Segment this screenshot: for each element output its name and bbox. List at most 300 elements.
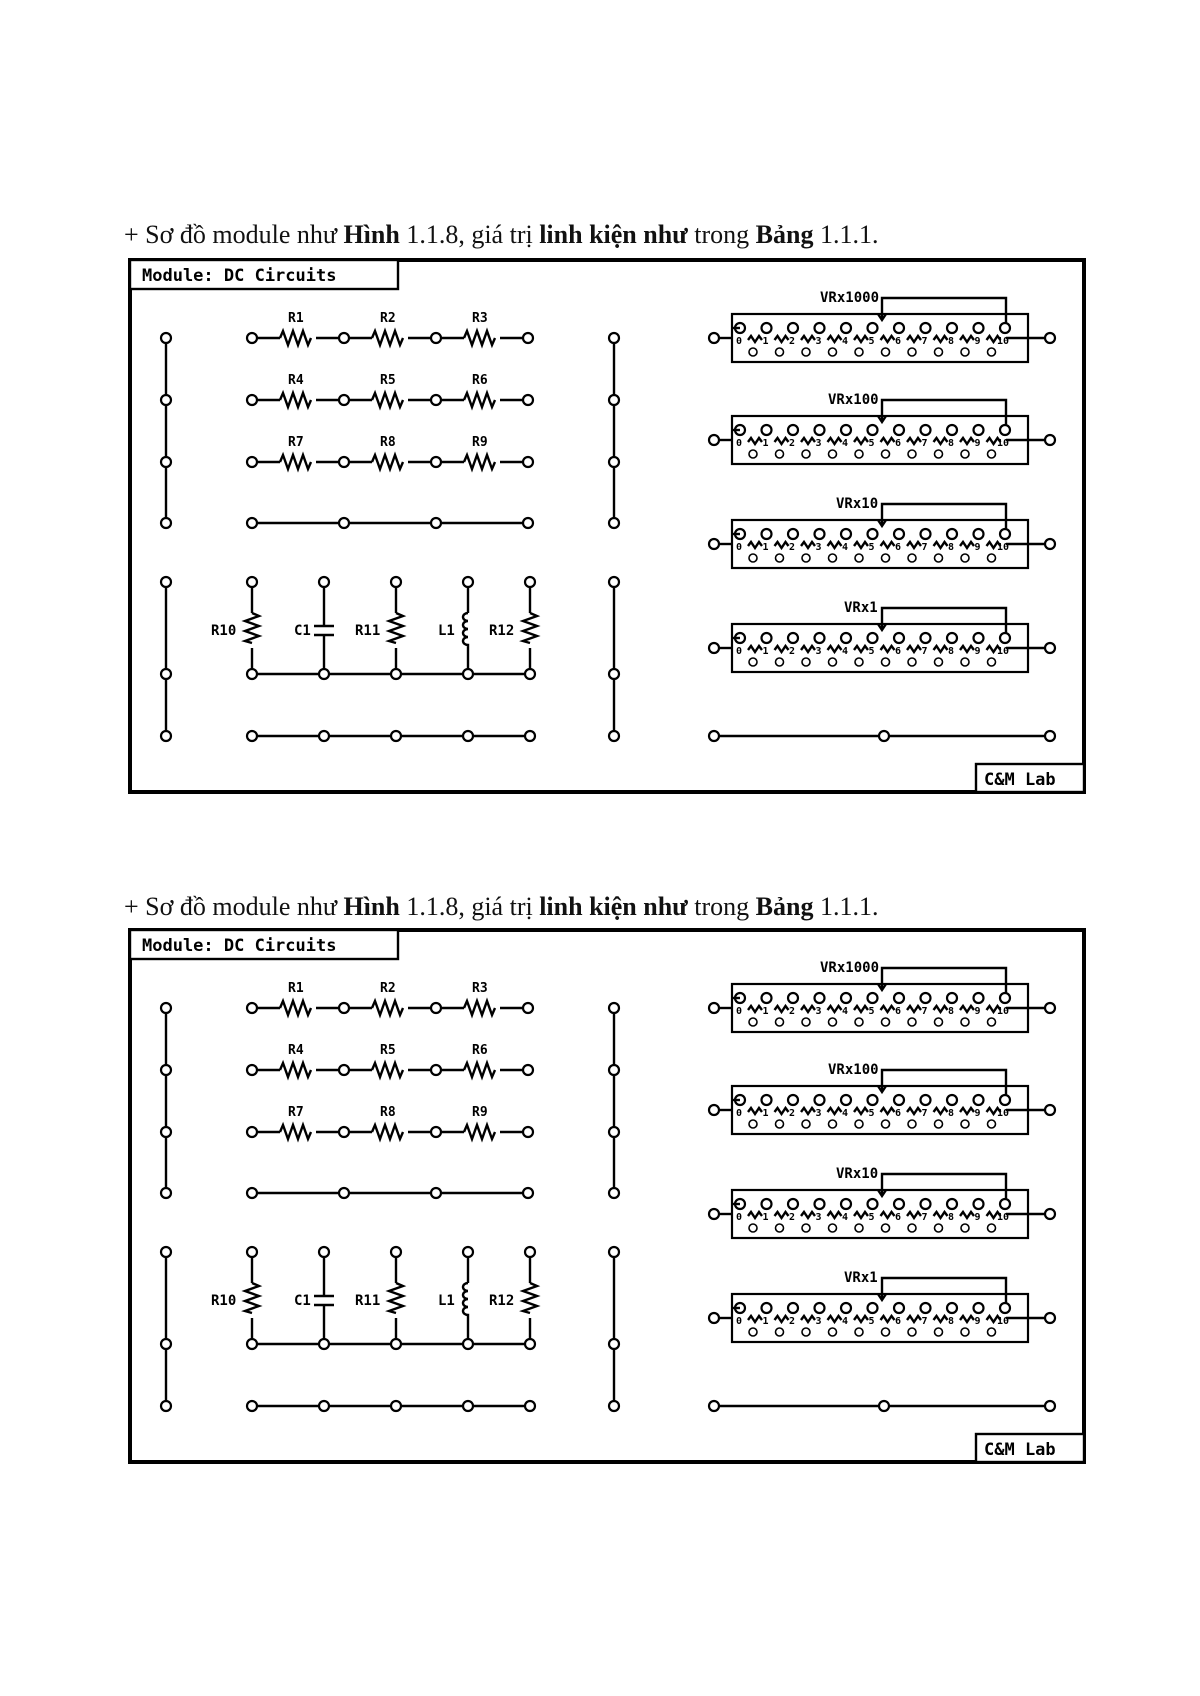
step-node: [935, 1224, 943, 1232]
component-label: L1: [438, 1293, 455, 1309]
step-label: 9: [974, 1212, 981, 1223]
step-node: [988, 554, 996, 562]
bus-terminal: [609, 1401, 619, 1411]
decade-terminal-in: [709, 643, 719, 653]
step-tap: [762, 529, 772, 539]
resistor-label: R9: [472, 1105, 488, 1120]
step-label: 3: [815, 336, 822, 347]
step-node: [802, 348, 810, 356]
step-label: 8: [948, 438, 955, 449]
row-terminal: [431, 457, 441, 467]
component-bottom-terminal: [463, 1339, 473, 1349]
step-label: 9: [974, 646, 981, 657]
step-node: [776, 450, 784, 458]
step-node: [961, 1224, 969, 1232]
decade-terminal-in: [709, 1105, 719, 1115]
step-tap: [868, 323, 878, 333]
step-tap: [947, 1303, 957, 1313]
row-terminal: [339, 1127, 349, 1137]
resistor-label: R7: [288, 435, 304, 450]
step-label: 2: [789, 336, 796, 347]
step-node: [988, 1120, 996, 1128]
step-node: [855, 1120, 863, 1128]
row-terminal: [1045, 1401, 1055, 1411]
row-terminal: [523, 1188, 533, 1198]
step-tap: [1000, 1095, 1010, 1105]
step-label: 10: [997, 1212, 1010, 1223]
row-terminal: [879, 1401, 889, 1411]
component-bottom-terminal: [247, 669, 257, 679]
row-terminal: [463, 731, 473, 741]
step-tap: [1000, 993, 1010, 1003]
resistor-label: R1: [288, 311, 304, 326]
step-label: 4: [842, 1212, 849, 1223]
row-terminal: [247, 518, 257, 528]
step-node: [749, 1328, 757, 1336]
step-node: [961, 450, 969, 458]
decade-label: VRx1000: [820, 960, 880, 976]
resistor-label: R7: [288, 1105, 304, 1120]
caption-2: [124, 892, 878, 922]
row-terminal: [523, 518, 533, 528]
step-label: 2: [789, 542, 796, 553]
step-node: [882, 348, 890, 356]
decade-terminal-in: [709, 1209, 719, 1219]
bus-terminal: [609, 457, 619, 467]
step-label: 7: [921, 542, 928, 553]
step-tap: [974, 323, 984, 333]
step-tap: [947, 1095, 957, 1105]
step-tap: [921, 323, 931, 333]
step-node: [882, 1018, 890, 1026]
step-label: 2: [789, 1212, 796, 1223]
step-label: 4: [842, 542, 849, 553]
step-tap: [921, 1303, 931, 1313]
row-terminal: [525, 1401, 535, 1411]
dc-circuits-schematic: [128, 928, 1086, 1464]
step-tap: [788, 529, 798, 539]
step-label: 6: [895, 1316, 902, 1327]
caption-bold-phrase: linh kiện như: [539, 220, 688, 249]
step-node: [908, 348, 916, 356]
row-terminal: [339, 395, 349, 405]
step-tap: [815, 323, 825, 333]
decade-terminal-out: [1045, 1209, 1055, 1219]
decade-terminal-in: [709, 1003, 719, 1013]
step-node: [908, 658, 916, 666]
step-label: 2: [789, 646, 796, 657]
step-label: 1: [762, 336, 769, 347]
brand-label: C&M Lab: [984, 1440, 1056, 1460]
component-label: C1: [294, 1293, 311, 1309]
component-top-terminal: [391, 1247, 401, 1257]
bus-terminal: [609, 1003, 619, 1013]
step-label: 2: [789, 1108, 796, 1119]
step-node: [802, 1018, 810, 1026]
step-label: 10: [997, 438, 1010, 449]
step-node: [855, 450, 863, 458]
step-node: [908, 450, 916, 458]
bus-terminal: [609, 1127, 619, 1137]
component-label: R12: [489, 623, 515, 639]
step-node: [829, 348, 837, 356]
decade-label: VRx1000: [820, 290, 880, 306]
step-node: [749, 348, 757, 356]
component-top-terminal: [247, 1247, 257, 1257]
caption-prefix: + Sơ đồ module như: [124, 892, 344, 921]
step-label: 4: [842, 438, 849, 449]
decade-terminal-in: [709, 1313, 719, 1323]
resistor-label: R4: [288, 373, 304, 388]
row-terminal: [523, 457, 533, 467]
caption-figure-word: Hình: [343, 220, 400, 249]
step-tap: [974, 1303, 984, 1313]
bus-terminal: [609, 669, 619, 679]
step-tap: [894, 1303, 904, 1313]
step-tap: [841, 1303, 851, 1313]
step-tap: [947, 633, 957, 643]
step-label: 0: [736, 1212, 743, 1223]
row-terminal: [463, 1401, 473, 1411]
bus-terminal: [609, 333, 619, 343]
step-label: 6: [895, 336, 902, 347]
row-terminal: [523, 333, 533, 343]
bus-terminal: [609, 1188, 619, 1198]
component-label: R10: [211, 623, 237, 639]
step-label: 8: [948, 1316, 955, 1327]
step-label: 10: [997, 542, 1010, 553]
step-tap: [894, 529, 904, 539]
step-label: 0: [736, 1108, 743, 1119]
step-tap: [947, 425, 957, 435]
step-tap: [762, 323, 772, 333]
step-label: 5: [868, 646, 875, 657]
step-node: [882, 658, 890, 666]
step-node: [749, 658, 757, 666]
step-label: 6: [895, 1108, 902, 1119]
row-terminal: [431, 1003, 441, 1013]
step-node: [776, 348, 784, 356]
step-label: 6: [895, 438, 902, 449]
step-label: 7: [921, 438, 928, 449]
step-node: [749, 1120, 757, 1128]
step-tap: [921, 1199, 931, 1209]
step-tap: [788, 1199, 798, 1209]
step-node: [776, 658, 784, 666]
step-tap: [974, 1095, 984, 1105]
step-node: [829, 450, 837, 458]
step-tap: [815, 993, 825, 1003]
step-tap: [974, 1199, 984, 1209]
step-label: 10: [997, 1316, 1010, 1327]
step-tap: [841, 993, 851, 1003]
bus-terminal: [161, 1127, 171, 1137]
component-top-terminal: [391, 577, 401, 587]
caption-bold-phrase: linh kiện như: [539, 892, 688, 921]
step-tap: [894, 1095, 904, 1105]
dc-circuits-schematic: [128, 258, 1086, 794]
caption-suffix: 1.1.1.: [813, 220, 879, 249]
step-tap: [947, 323, 957, 333]
bus-terminal: [161, 1065, 171, 1075]
decade-label: VRx10: [836, 496, 879, 512]
row-terminal: [339, 1065, 349, 1075]
bus-terminal: [161, 669, 171, 679]
step-label: 10: [997, 336, 1010, 347]
component-label: L1: [438, 623, 455, 639]
row-terminal: [391, 731, 401, 741]
step-label: 1: [762, 1212, 769, 1223]
step-tap: [868, 425, 878, 435]
step-label: 10: [997, 1006, 1010, 1017]
decade-label: VRx100: [828, 1062, 879, 1078]
row-terminal: [339, 333, 349, 343]
step-tap: [762, 425, 772, 435]
step-node: [802, 450, 810, 458]
step-label: 0: [736, 336, 743, 347]
step-node: [855, 554, 863, 562]
resistor-label: R3: [472, 981, 488, 996]
step-label: 7: [921, 1006, 928, 1017]
step-tap: [1000, 529, 1010, 539]
step-node: [935, 450, 943, 458]
step-tap: [841, 425, 851, 435]
step-label: 7: [921, 336, 928, 347]
step-label: 6: [895, 1212, 902, 1223]
bus-terminal: [161, 577, 171, 587]
bus-terminal: [161, 1401, 171, 1411]
resistor-label: R1: [288, 981, 304, 996]
step-tap: [921, 425, 931, 435]
step-node: [935, 554, 943, 562]
step-node: [908, 554, 916, 562]
component-top-terminal: [463, 577, 473, 587]
step-tap: [788, 1095, 798, 1105]
step-label: 3: [815, 438, 822, 449]
row-terminal: [431, 1127, 441, 1137]
row-terminal: [709, 731, 719, 741]
step-tap: [947, 993, 957, 1003]
step-tap: [762, 1095, 772, 1105]
module-title: Module: DC Circuits: [142, 936, 337, 956]
step-label: 1: [762, 1006, 769, 1017]
step-node: [855, 658, 863, 666]
row-terminal: [247, 333, 257, 343]
caption-table-word: Bảng: [755, 220, 814, 249]
step-node: [988, 450, 996, 458]
step-tap: [1000, 425, 1010, 435]
row-terminal: [339, 518, 349, 528]
decade-label: VRx100: [828, 392, 879, 408]
step-tap: [841, 529, 851, 539]
resistor-label: R4: [288, 1043, 304, 1058]
step-node: [882, 554, 890, 562]
step-node: [935, 1120, 943, 1128]
step-label: 9: [974, 1316, 981, 1327]
step-tap: [974, 529, 984, 539]
step-label: 5: [868, 1316, 875, 1327]
step-node: [749, 554, 757, 562]
component-bottom-terminal: [319, 1339, 329, 1349]
bus-terminal: [609, 518, 619, 528]
step-tap: [894, 425, 904, 435]
step-node: [829, 658, 837, 666]
component-bottom-terminal: [525, 669, 535, 679]
bus-terminal: [161, 518, 171, 528]
step-node: [776, 1120, 784, 1128]
step-node: [908, 1328, 916, 1336]
component-bottom-terminal: [391, 669, 401, 679]
module-title: Module: DC Circuits: [142, 266, 337, 286]
step-tap: [815, 425, 825, 435]
row-terminal: [431, 1188, 441, 1198]
resistor-label: R6: [472, 1043, 488, 1058]
step-tap: [894, 323, 904, 333]
step-tap: [947, 529, 957, 539]
step-tap: [762, 1199, 772, 1209]
component-bottom-terminal: [463, 669, 473, 679]
component-label: R11: [355, 623, 381, 639]
step-node: [749, 1018, 757, 1026]
resistor-label: R3: [472, 311, 488, 326]
step-label: 8: [948, 1108, 955, 1119]
step-label: 2: [789, 438, 796, 449]
step-label: 8: [948, 1212, 955, 1223]
step-tap: [841, 1095, 851, 1105]
step-label: 7: [921, 1108, 928, 1119]
step-label: 5: [868, 1006, 875, 1017]
decade-label: VRx1: [844, 1270, 878, 1286]
step-label: 8: [948, 1006, 955, 1017]
step-label: 6: [895, 646, 902, 657]
step-tap: [788, 1303, 798, 1313]
bus-terminal: [609, 731, 619, 741]
step-node: [829, 1018, 837, 1026]
caption-figure-number: 1.1.8, giá trị: [399, 892, 540, 921]
step-node: [961, 658, 969, 666]
step-label: 7: [921, 646, 928, 657]
step-label: 4: [842, 336, 849, 347]
bus-terminal: [609, 395, 619, 405]
step-node: [776, 1224, 784, 1232]
step-node: [802, 1328, 810, 1336]
step-tap: [1000, 633, 1010, 643]
step-label: 1: [762, 646, 769, 657]
component-top-terminal: [247, 577, 257, 587]
decade-label: VRx10: [836, 1166, 879, 1182]
component-label: R11: [355, 1293, 381, 1309]
step-tap: [841, 323, 851, 333]
step-label: 4: [842, 1316, 849, 1327]
step-node: [935, 1018, 943, 1026]
step-node: [776, 554, 784, 562]
resistor-label: R8: [380, 1105, 396, 1120]
step-label: 2: [789, 1316, 796, 1327]
component-top-terminal: [319, 577, 329, 587]
step-node: [908, 1018, 916, 1026]
step-tap: [868, 529, 878, 539]
step-label: 3: [815, 1316, 822, 1327]
step-label: 9: [974, 438, 981, 449]
row-terminal: [319, 731, 329, 741]
row-terminal: [431, 333, 441, 343]
decade-terminal-in: [709, 539, 719, 549]
step-tap: [921, 633, 931, 643]
step-label: 0: [736, 542, 743, 553]
step-tap: [788, 993, 798, 1003]
row-terminal: [709, 1401, 719, 1411]
step-tap: [815, 1095, 825, 1105]
step-node: [988, 348, 996, 356]
row-terminal: [247, 395, 257, 405]
step-tap: [868, 1095, 878, 1105]
step-tap: [868, 1303, 878, 1313]
step-label: 1: [762, 542, 769, 553]
step-node: [882, 450, 890, 458]
step-tap: [868, 993, 878, 1003]
step-node: [829, 1120, 837, 1128]
step-tap: [974, 633, 984, 643]
row-terminal: [247, 1003, 257, 1013]
step-node: [829, 1224, 837, 1232]
resistor-label: R6: [472, 373, 488, 388]
decade-terminal-out: [1045, 333, 1055, 343]
row-terminal: [879, 731, 889, 741]
row-terminal: [247, 731, 257, 741]
step-label: 10: [997, 1108, 1010, 1119]
bus-terminal: [609, 1247, 619, 1257]
step-node: [882, 1328, 890, 1336]
step-tap: [762, 1303, 772, 1313]
decade-label: VRx1: [844, 600, 878, 616]
bus-terminal: [161, 457, 171, 467]
step-label: 9: [974, 542, 981, 553]
bus-terminal: [161, 1003, 171, 1013]
row-terminal: [339, 1188, 349, 1198]
row-terminal: [319, 1401, 329, 1411]
step-node: [776, 1018, 784, 1026]
component-bottom-terminal: [391, 1339, 401, 1349]
step-tap: [815, 529, 825, 539]
step-tap: [762, 993, 772, 1003]
step-node: [829, 554, 837, 562]
step-tap: [788, 323, 798, 333]
component-label: R10: [211, 1293, 237, 1309]
component-top-terminal: [319, 1247, 329, 1257]
row-terminal: [339, 457, 349, 467]
step-tap: [788, 425, 798, 435]
step-tap: [841, 633, 851, 643]
step-node: [749, 450, 757, 458]
step-label: 10: [997, 646, 1010, 657]
brand-label: C&M Lab: [984, 770, 1056, 790]
component-label: C1: [294, 623, 311, 639]
step-node: [935, 658, 943, 666]
bus-terminal: [161, 395, 171, 405]
resistor-label: R2: [380, 311, 396, 326]
step-label: 4: [842, 1006, 849, 1017]
step-label: 5: [868, 542, 875, 553]
step-node: [802, 1120, 810, 1128]
module-diagram-1: [128, 258, 1086, 794]
bus-terminal: [609, 1065, 619, 1075]
step-tap: [894, 633, 904, 643]
resistor-label: R5: [380, 373, 396, 388]
step-node: [829, 1328, 837, 1336]
step-node: [961, 348, 969, 356]
step-tap: [788, 633, 798, 643]
step-node: [908, 1120, 916, 1128]
